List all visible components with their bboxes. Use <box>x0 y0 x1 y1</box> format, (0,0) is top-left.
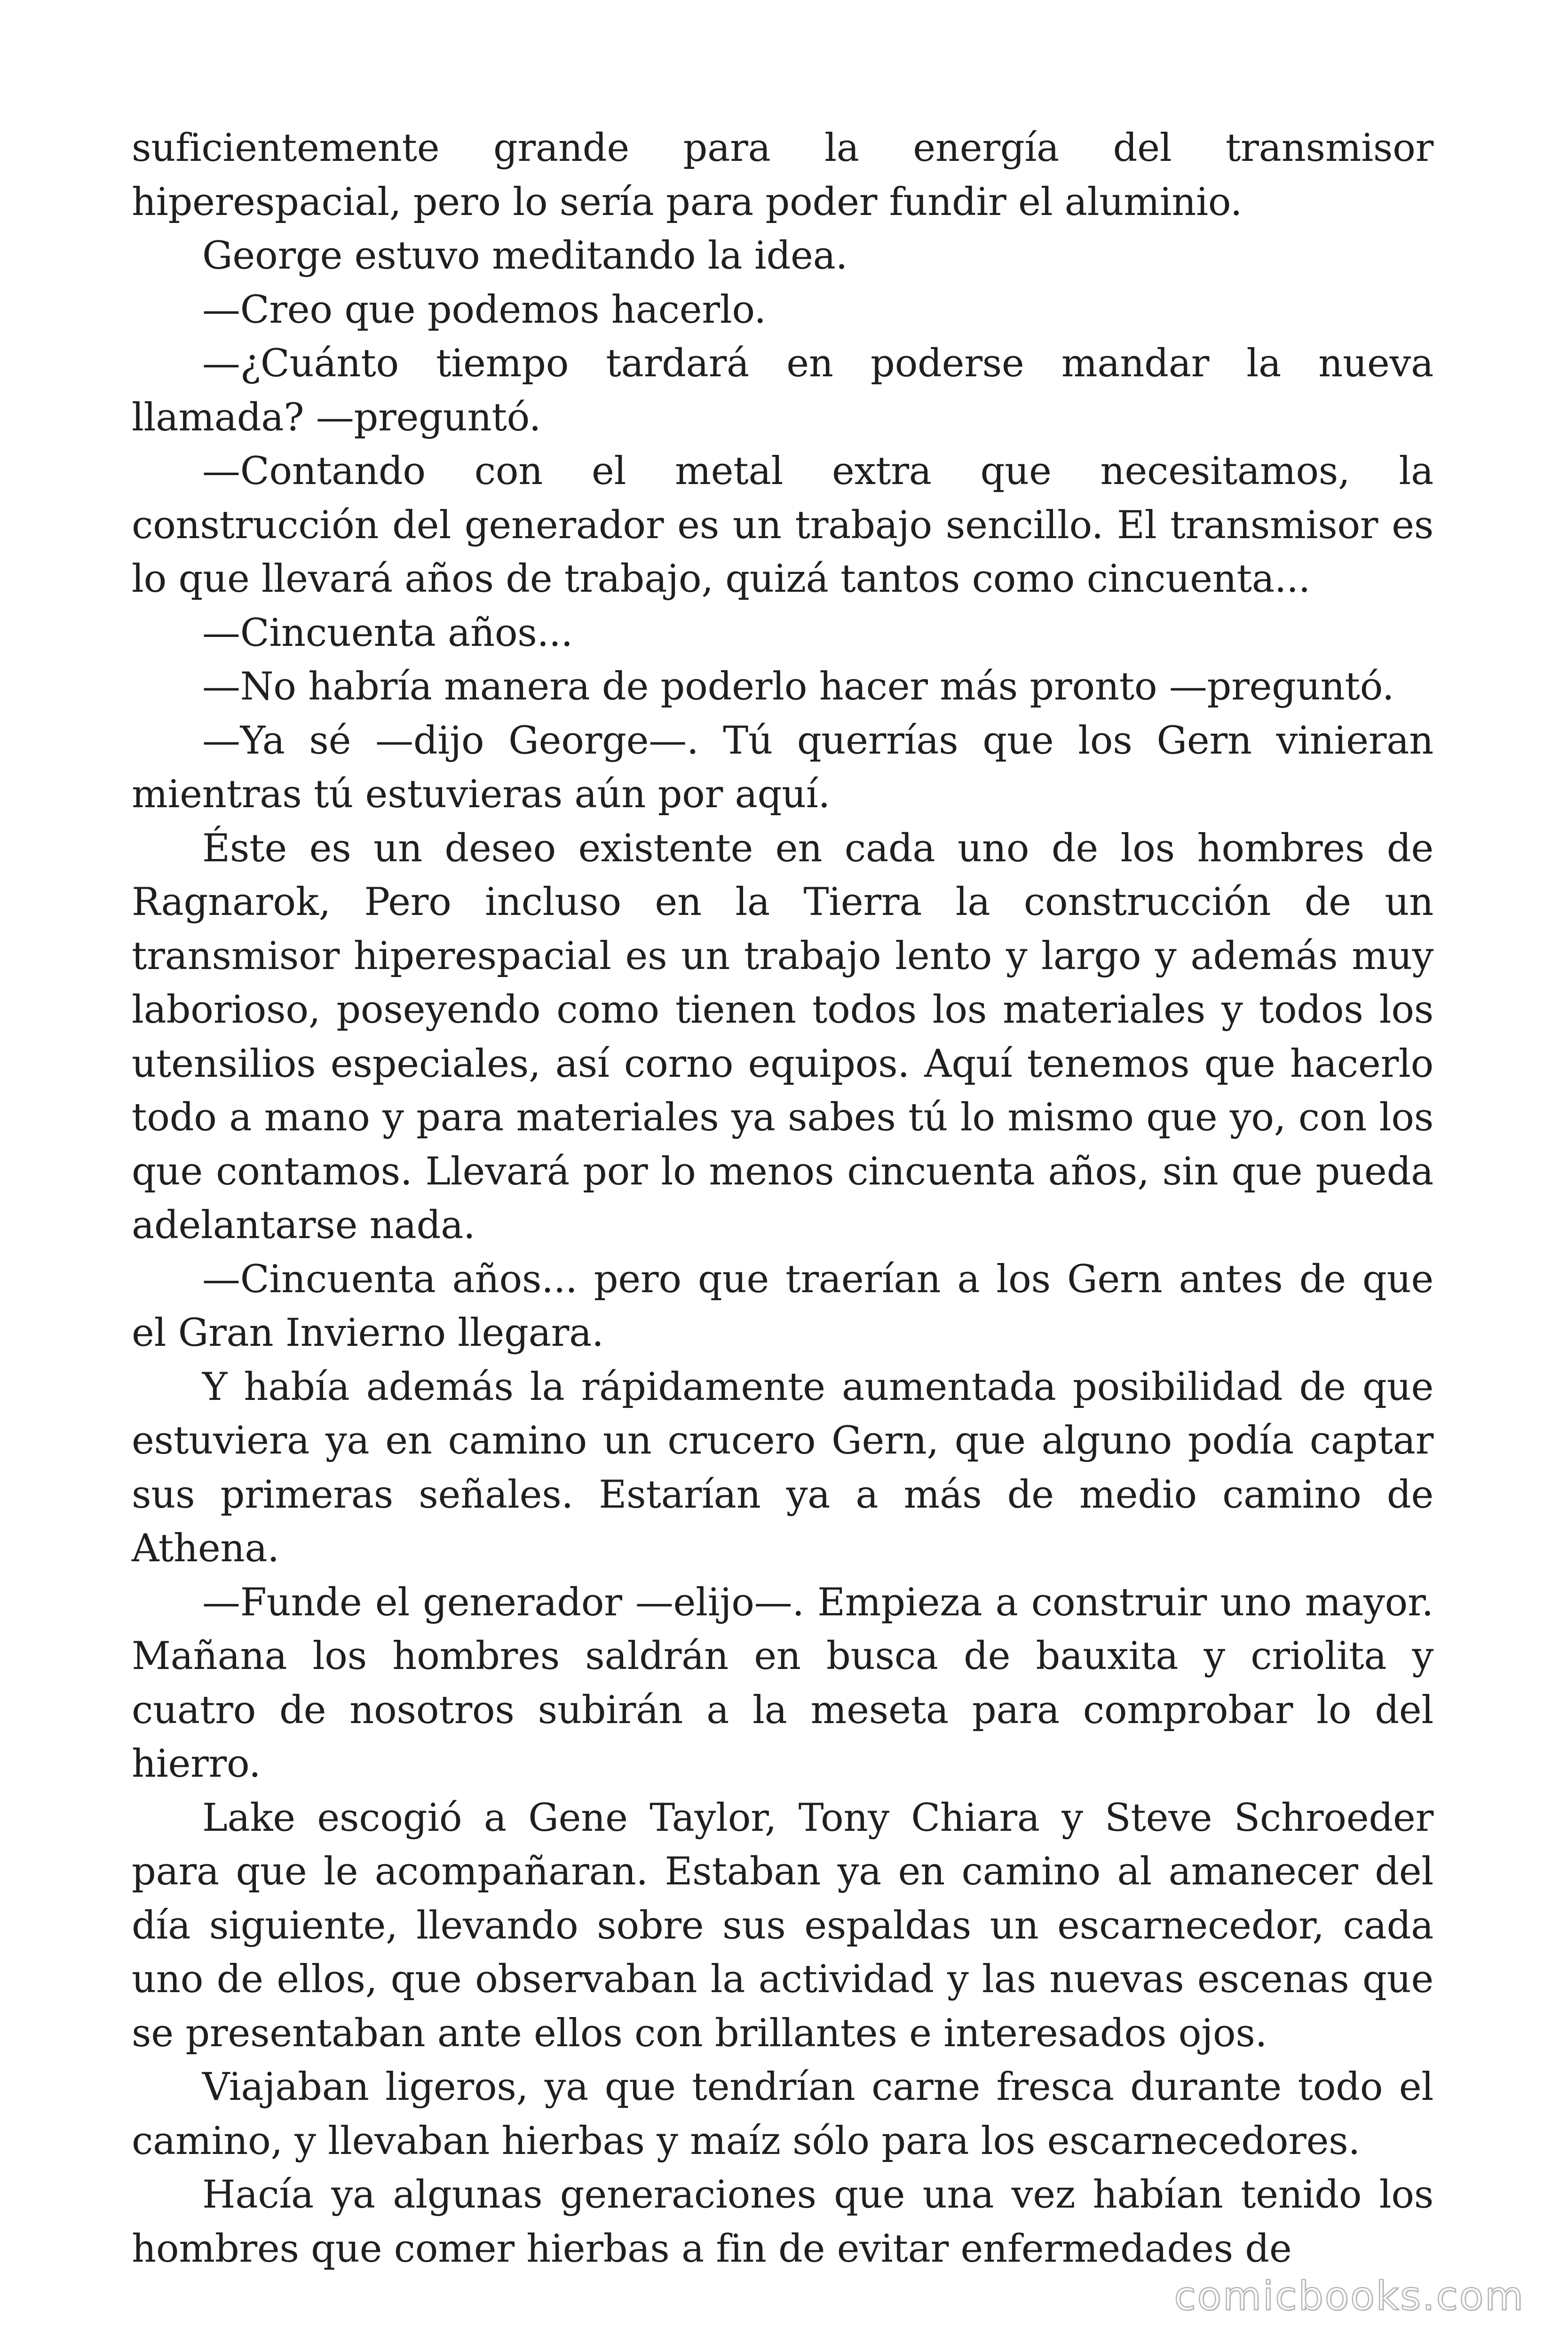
paragraph: —Ya sé —dijo George—. Tú querrías que los Gern vinieran mientras tú estuvieras aún por aquí. <box>132 718 1433 817</box>
paragraph: —No habría manera de poderlo hacer más pronto —preguntó. <box>202 665 1394 709</box>
paragraph: Lake escogió a Gene Taylor, Tony Chiara y Steve Schroeder para que le acompañaran. Estaban ya en camino al amanecer del día siguiente, llevando sobre sus espaldas un escarnecedor, cada uno de ellos, que observaban la actividad y las nuevas escenas que se presentaban ante ellos con brillantes e interesados ojos. <box>132 1796 1433 2056</box>
paragraph: —Creo que podemos hacerlo. <box>202 287 766 332</box>
paragraph: —Funde el generador —elijo—. Empieza a construir uno mayor. Mañana los hombres saldrán en busca de bauxita y criolita y cuatro de nosotros subirán a la meseta para comprobar lo del hierro. <box>132 1580 1433 1786</box>
paragraph: suficientemente grande para la energía del transmisor hiperespacial, pero lo sería para poder fundir el aluminio. <box>132 126 1433 224</box>
paragraph: —¿Cuánto tiempo tardará en poderse mandar la nueva llamada? —preguntó. <box>132 342 1433 440</box>
watermark-text: comicbooks.com <box>1174 2273 1525 2319</box>
paragraph: —Contando con el metal extra que necesitamos, la construcción del generador es un trabajo sencillo. El transmisor es lo que llevará años de trabajo, quizá tantos como cincuenta... <box>132 449 1433 601</box>
paragraph: —Cincuenta años... <box>202 611 573 655</box>
paragraph: —Cincuenta años... pero que traerían a los Gern antes de que el Gran Invierno llegara. <box>132 1257 1433 1355</box>
paragraph: Viajaban ligeros, ya que tendrían carne fresca durante todo el camino, y llevaban hierbas y maíz sólo para los escarnecedores. <box>132 2065 1433 2163</box>
page-body <box>132 121 1433 2276</box>
paragraph: George estuvo meditando la idea. <box>202 234 848 278</box>
paragraph: Éste es un deseo existente en cada uno de los hombres de Ragnarok, Pero incluso en la Tierra la construcción de un transmisor hiperespacial es un trabajo lento y largo y además muy laborioso, poseyendo como tienen todos los materiales y todos los utensilios especiales, así corno equipos. Aquí tenemos que hacerlo todo a mano y para materiales ya sabes tú lo mismo que yo, con los que contamos. Llevará por lo menos cincuenta años, sin que pueda adelantarse nada. <box>132 826 1433 1248</box>
paragraph: Hacía ya algunas generaciones que una vez habían tenido los hombres que comer hierbas a fin de evitar enfermedades de <box>132 2173 1433 2271</box>
paragraph: Y había además la rápidamente aumentada posibilidad de que estuviera ya en camino un crucero Gern, que alguno podía captar sus primeras señales. Estarían ya a más de medio camino de Athena. <box>132 1365 1433 1571</box>
